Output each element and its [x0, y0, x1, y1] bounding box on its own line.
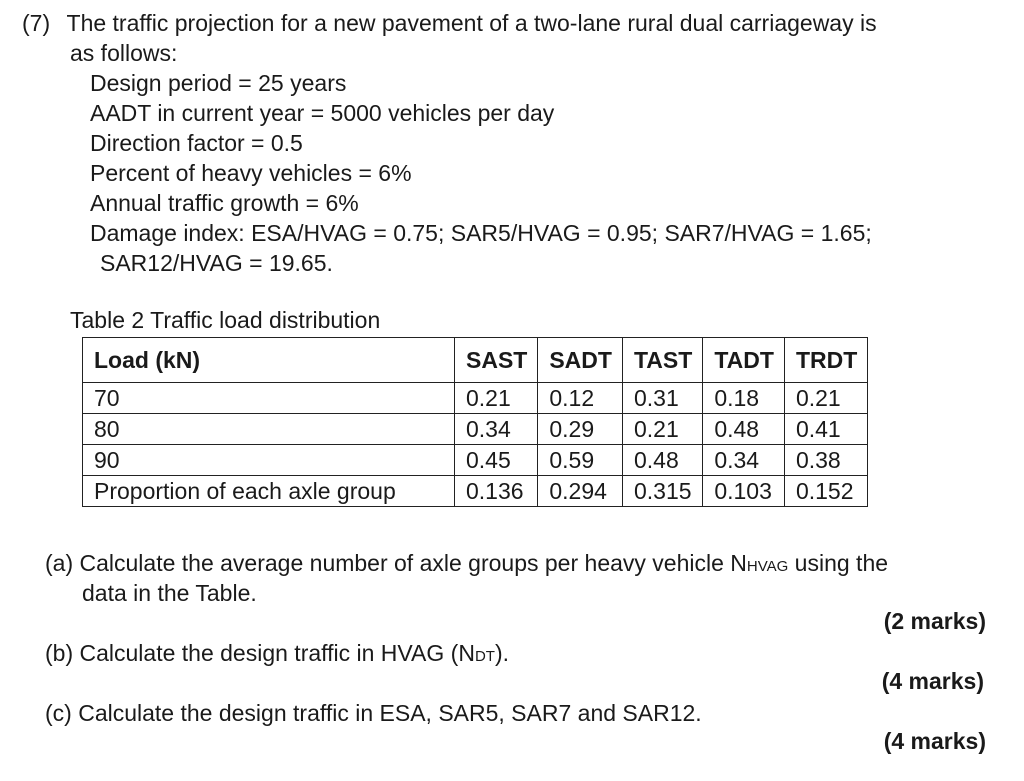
part-a-text-end: using the — [788, 550, 889, 576]
given-direction-factor: Direction factor = 0.5 — [90, 130, 303, 156]
table-cell: Proportion of each axle group — [83, 476, 455, 507]
part-a-text: (a) Calculate the average number of axle groups per heavy vehicle N — [45, 550, 747, 576]
table-cell: 0.103 — [703, 476, 785, 507]
table-cell: 0.29 — [538, 414, 623, 445]
table-cell: 70 — [83, 383, 455, 414]
table-cell: 0.45 — [455, 445, 538, 476]
table-cell: 0.315 — [622, 476, 702, 507]
part-b-text: (b) Calculate the design traffic in HVAG (N — [45, 640, 475, 666]
table-header-row — [83, 338, 868, 383]
table-cell: 0.34 — [703, 445, 785, 476]
part-b-line — [45, 638, 509, 672]
part-b-marks: (4 marks) — [881, 668, 984, 694]
header-load: Load (kN) — [83, 338, 455, 383]
header-sadt: SADT — [538, 338, 623, 383]
part-b-text-end: ). — [494, 640, 509, 666]
question-intro-line1 — [22, 8, 877, 38]
table-cell: 0.12 — [538, 383, 623, 414]
table-cell: 90 — [83, 445, 455, 476]
table-cell: 0.41 — [784, 414, 867, 445]
table-cell: 80 — [83, 414, 455, 445]
question-intro-line2: as follows: — [70, 40, 178, 66]
table-cell: 0.136 — [455, 476, 538, 507]
table-row — [83, 414, 868, 445]
table-cell: 0.21 — [784, 383, 867, 414]
question-number: (7) — [22, 10, 51, 36]
table-cell: 0.59 — [538, 445, 623, 476]
header-trdt: TRDT — [784, 338, 867, 383]
part-a-subscript: HVAG — [746, 558, 789, 575]
table-cell: 0.48 — [703, 414, 785, 445]
given-damage-index-cont: SAR12/HVAG = 19.65. — [100, 250, 333, 276]
part-a-line1 — [45, 548, 888, 582]
table-cell: 0.294 — [538, 476, 623, 507]
part-c-marks: (4 marks) — [883, 728, 986, 754]
table-cell: 0.34 — [455, 414, 538, 445]
part-a-line2: data in the Table. — [82, 580, 257, 606]
header-sast: SAST — [455, 338, 538, 383]
given-damage-index: Damage index: ESA/HVAG = 0.75; SAR5/HVAG = 0.95; SAR7/HVAG = 1.65; — [90, 220, 872, 246]
header-tast: TAST — [622, 338, 702, 383]
table-caption: Table 2 Traffic load distribution — [70, 307, 381, 333]
part-b-subscript: DT — [474, 648, 495, 665]
given-traffic-growth: Annual traffic growth = 6% — [90, 190, 359, 216]
table-cell: 0.21 — [622, 414, 702, 445]
table-row — [83, 445, 868, 476]
given-aadt: AADT in current year = 5000 vehicles per day — [90, 100, 555, 126]
table-row — [83, 476, 868, 507]
table-row — [83, 383, 868, 414]
table-cell: 0.38 — [784, 445, 867, 476]
table-cell: 0.18 — [703, 383, 785, 414]
part-a-marks: (2 marks) — [883, 608, 986, 634]
given-design-period: Design period = 25 years — [90, 70, 347, 96]
table-cell: 0.31 — [622, 383, 702, 414]
table-cell: 0.21 — [455, 383, 538, 414]
given-heavy-vehicles: Percent of heavy vehicles = 6% — [90, 160, 412, 186]
question-intro-text: The traffic projection for a new pavement of a two-lane rural dual carriageway is — [66, 10, 877, 36]
part-c-line: (c) Calculate the design traffic in ESA, SAR5, SAR7 and SAR12. — [45, 700, 702, 726]
header-tadt: TADT — [703, 338, 785, 383]
table-cell: 0.48 — [622, 445, 702, 476]
traffic-load-table — [82, 337, 868, 507]
table-cell: 0.152 — [784, 476, 867, 507]
